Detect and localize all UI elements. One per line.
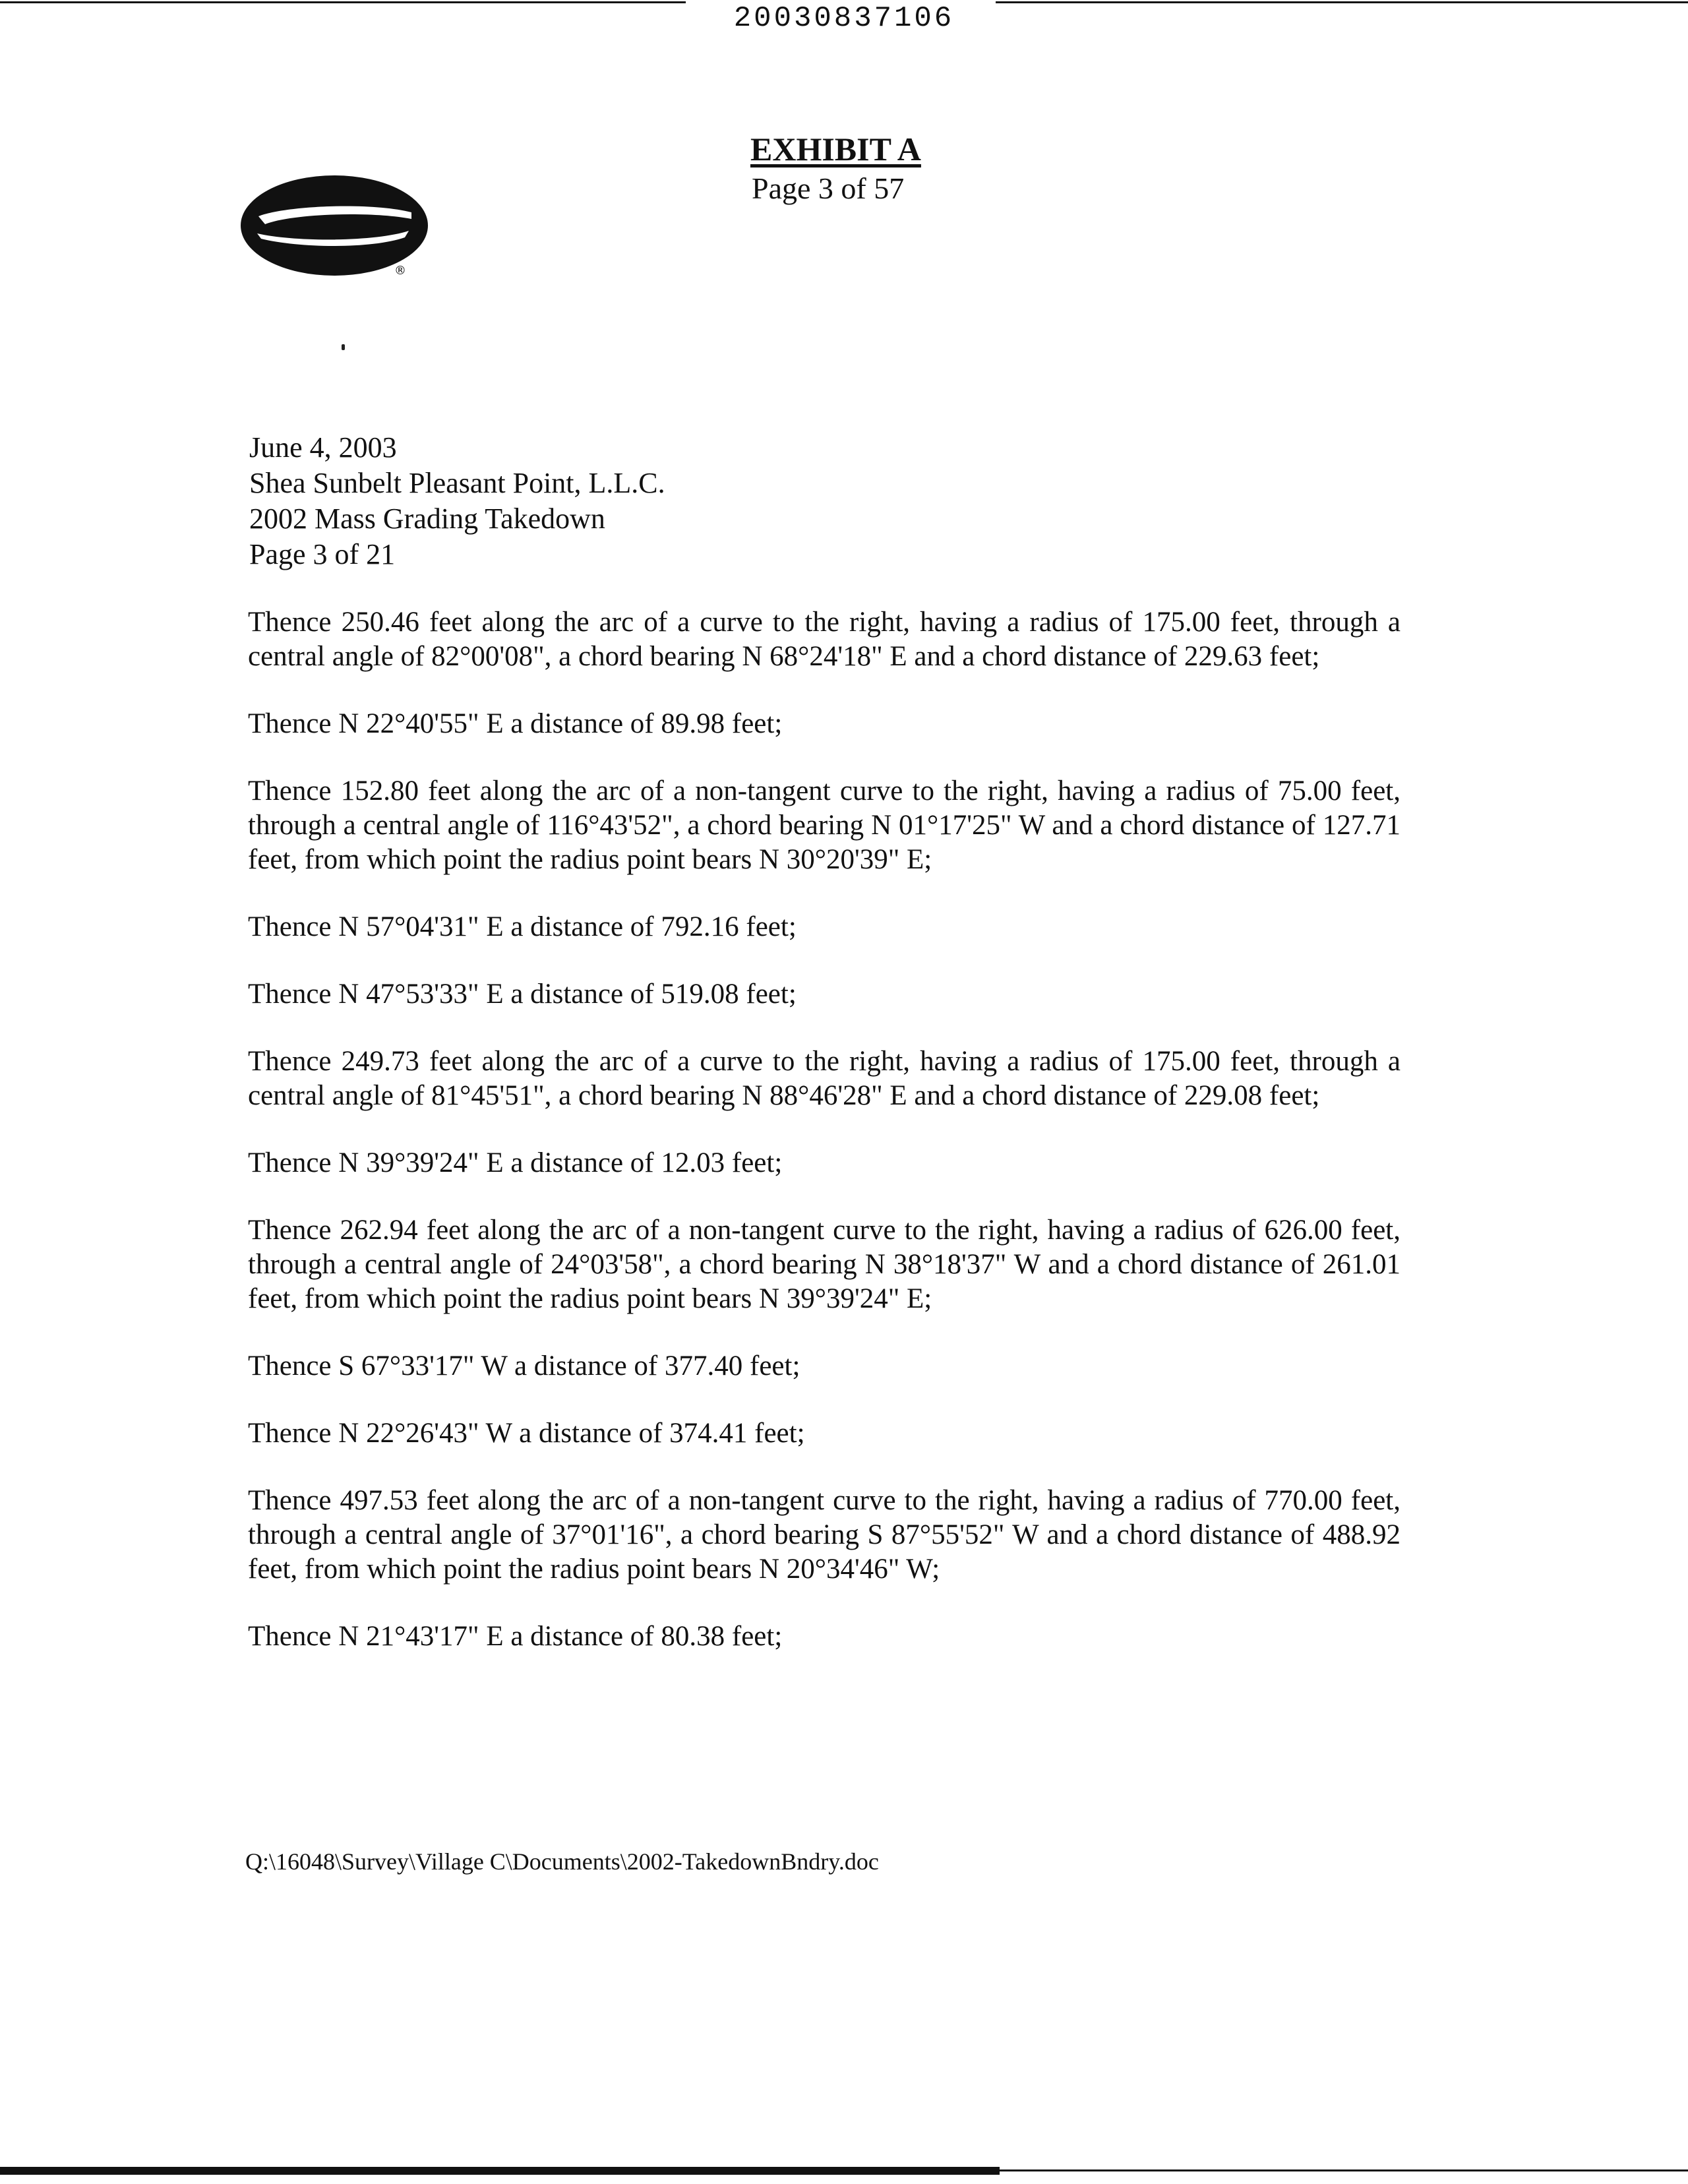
heading-project: 2002 Mass Grading Takedown	[249, 502, 605, 535]
letter-heading	[249, 430, 665, 572]
course-paragraph: Thence S 67°33'17" W a distance of 377.40 feet;	[248, 1350, 800, 1381]
recording-number-stamp: 20030837106	[733, 2, 955, 35]
legal-description-body	[248, 605, 1401, 1687]
company-s-logo-icon	[239, 173, 430, 278]
scan-speck	[342, 344, 345, 350]
registered-mark: ®	[394, 264, 406, 278]
scan-bottom-border-thin	[1000, 2169, 1688, 2171]
course-paragraph: Thence N 47°53'33" E a distance of 519.08 feet;	[248, 979, 797, 1010]
course-paragraph: Thence N 57°04'31" E a distance of 792.16 feet;	[248, 911, 797, 942]
heading-date: June 4, 2003	[249, 431, 397, 464]
scan-bottom-border	[0, 2167, 1000, 2175]
course-paragraph: Thence N 22°26'43" W a distance of 374.41 feet;	[248, 1418, 805, 1449]
course-paragraph: Thence N 39°39'24" E a distance of 12.03 feet;	[248, 1147, 783, 1178]
course-paragraph: Thence N 21°43'17" E a distance of 80.38 feet;	[248, 1621, 783, 1652]
heading-company: Shea Sunbelt Pleasant Point, L.L.C.	[249, 467, 665, 499]
course-paragraph: Thence 262.94 feet along the arc of a non-tangent curve to the right, having a radius of 626.00 feet, through a central angle of 24°03'58", a chord bearing N 38°18'37" W and a chord distance of 261.01 feet, from which point the radius point bears N 39°39'24" E;	[248, 1215, 1401, 1314]
course-paragraph: Thence 152.80 feet along the arc of a non-tangent curve to the right, having a radius of 75.00 feet, through a central angle of 116°43'52", a chord bearing N 01°17'25" W and a chord distance of 127.71 feet, from which point the radius point bears N 30°20'39" E;	[248, 775, 1401, 875]
heading-page: Page 3 of 21	[249, 538, 396, 570]
course-paragraph: Thence 250.46 feet along the arc of a curve to the right, having a radius of 175.00 feet, through a central angle of 82°00'08", a chord bearing N 68°24'18" E and a chord distance of 229.63 feet;	[248, 607, 1401, 672]
course-paragraph: Thence N 22°40'55" E a distance of 89.98 feet;	[248, 708, 783, 739]
exhibit-page-number: Page 3 of 57	[752, 171, 905, 205]
footer-file-path: Q:\16048\Survey\Village C\Documents\2002-TakedownBndry.doc	[245, 1848, 879, 1875]
course-paragraph: Thence 249.73 feet along the arc of a curve to the right, having a radius of 175.00 feet, through a central angle of 81°45'51", a chord bearing N 88°46'28" E and a chord distance of 229.08 feet;	[248, 1046, 1401, 1111]
exhibit-title: EXHIBIT A	[750, 131, 921, 167]
course-paragraph: Thence 497.53 feet along the arc of a non-tangent curve to the right, having a radius of 770.00 feet, through a central angle of 37°01'16", a chord bearing S 87°55'52" W and a chord distance of 488.92 feet, from which point the radius point bears N 20°34'46" W;	[248, 1485, 1401, 1585]
